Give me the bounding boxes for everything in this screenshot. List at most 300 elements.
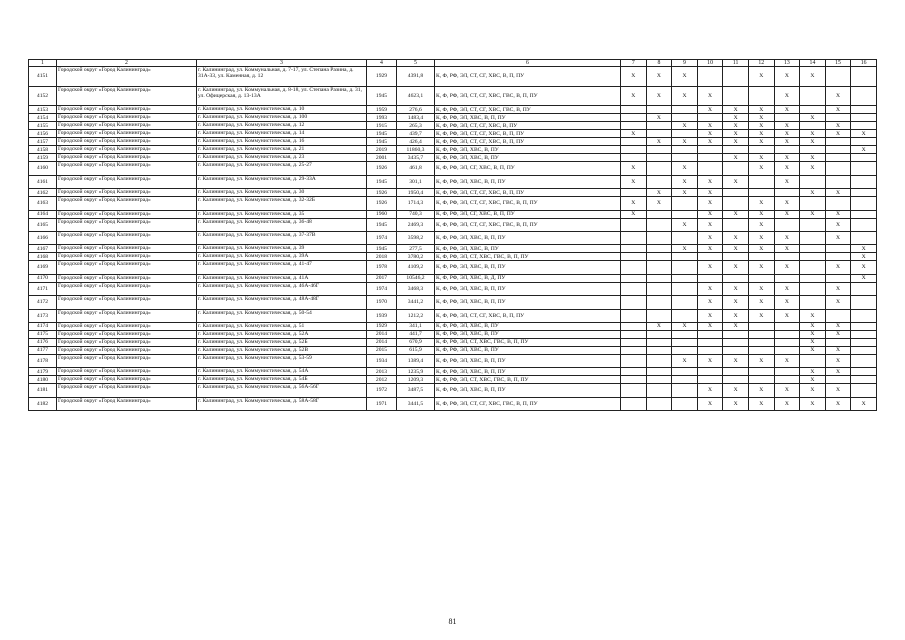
year-cell: 1929 (367, 67, 397, 87)
table-row (29, 346, 877, 354)
mark-cell: X (825, 231, 851, 244)
mark-cell: X (697, 261, 723, 274)
mark-cell (825, 245, 851, 253)
mark-cell: X (851, 274, 877, 282)
mark-cell: X (800, 322, 826, 330)
row-number: 4171 (29, 282, 57, 295)
mark-cell (646, 282, 672, 295)
mark-cell: X (748, 218, 774, 231)
area-cell: 2469,3 (397, 218, 435, 231)
year-cell: 1972 (367, 384, 397, 397)
mark-cell (646, 154, 672, 162)
works-cell: К, Ф, РФ, ЭЛ, СТ, СГ, ХВС, В, П, ПУ (435, 189, 621, 197)
mark-cell: X (825, 296, 851, 309)
mark-cell (672, 261, 698, 274)
mark-cell (800, 245, 826, 253)
mark-cell (646, 376, 672, 384)
year-cell: 1945 (367, 175, 397, 188)
mark-cell (825, 309, 851, 322)
mark-cell (646, 146, 672, 154)
mark-cell (851, 218, 877, 231)
address-cell: г. Калининград, ул. Коммунистическая, д. 100 (197, 114, 367, 122)
mark-cell (851, 368, 877, 376)
year-cell: 1945 (367, 245, 397, 253)
mark-cell (748, 376, 774, 384)
works-cell: К, Ф, РФ, ЭЛ, СТ, СГ, ХВС, В, ПУ (435, 122, 621, 130)
mark-cell: X (697, 189, 723, 197)
works-cell: К, Ф, РФ, ЭЛ, ХВС, В, ПУ (435, 146, 621, 154)
mark-cell (621, 282, 647, 295)
owner-cell: Городской округ «Город Калининград» (57, 309, 197, 322)
address-cell: г. Калининград, ул. Коммунистическая, д. 29-33А (197, 175, 367, 188)
owner-cell: Городской округ «Город Калининград» (57, 106, 197, 114)
row-number: 4161 (29, 175, 57, 188)
area-cell: 301,1 (397, 175, 435, 188)
mark-cell (672, 346, 698, 354)
header-cell: 6 (435, 60, 621, 67)
mark-cell (621, 346, 647, 354)
row-number: 4176 (29, 338, 57, 346)
header-cell: 14 (800, 60, 826, 67)
owner-cell: Городской округ «Город Калининград» (57, 210, 197, 218)
mark-cell (672, 130, 698, 138)
mark-cell (646, 175, 672, 188)
mark-cell (621, 106, 647, 114)
mark-cell: X (748, 384, 774, 397)
owner-cell: Городской округ «Город Калининград» (57, 130, 197, 138)
area-cell: 341,1 (397, 322, 435, 330)
mark-cell: X (800, 397, 826, 410)
row-number: 4173 (29, 309, 57, 322)
area-cell: 461,8 (397, 162, 435, 175)
mark-cell: X (825, 86, 851, 106)
mark-cell (672, 274, 698, 282)
mark-cell: X (672, 122, 698, 130)
mark-cell: X (851, 146, 877, 154)
year-cell: 1974 (367, 231, 397, 244)
mark-cell (800, 261, 826, 274)
address-cell: г. Калининград, ул. Коммунистическая, д. 37-37В (197, 231, 367, 244)
mark-cell: X (800, 138, 826, 146)
mark-cell: X (774, 210, 800, 218)
mark-cell: X (646, 197, 672, 210)
mark-cell (774, 218, 800, 231)
mark-cell (672, 146, 698, 154)
mark-cell (646, 368, 672, 376)
mark-cell: X (748, 138, 774, 146)
mark-cell: X (851, 397, 877, 410)
mark-cell (646, 122, 672, 130)
mark-cell (851, 197, 877, 210)
mark-cell: X (621, 130, 647, 138)
mark-cell (697, 154, 723, 162)
header-cell: 11 (723, 60, 749, 67)
year-cell: 1945 (367, 138, 397, 146)
works-cell: К, Ф, РФ, ЭЛ, ХВС, В, ПУ (435, 154, 621, 162)
mark-cell: X (800, 154, 826, 162)
mark-cell: X (697, 122, 723, 130)
mark-cell: X (723, 309, 749, 322)
address-cell: г. Калининград, ул. Коммунистическая, д. 53-59 (197, 354, 367, 367)
mark-cell (621, 384, 647, 397)
mark-cell (774, 114, 800, 122)
mark-cell (800, 175, 826, 188)
works-cell: К, Ф, РФ, ЭЛ, СТ, СГ, ХВС, В, П, ПУ (435, 67, 621, 87)
owner-cell: Городской округ «Город Калининград» (57, 368, 197, 376)
mark-cell: X (697, 354, 723, 367)
mark-cell (621, 309, 647, 322)
mark-cell (851, 210, 877, 218)
mark-cell: X (723, 354, 749, 367)
works-cell: К, Ф, РФ, ЭЛ, ХВС, В, П, ПУ (435, 175, 621, 188)
header-cell: 10 (697, 60, 723, 67)
mark-cell (672, 397, 698, 410)
mark-cell: X (621, 175, 647, 188)
area-cell: 1483,4 (397, 114, 435, 122)
row-number: 4167 (29, 245, 57, 253)
header-cell: 12 (748, 60, 774, 67)
address-cell: г. Калининград, ул. Коммунистическая, д. 41-47 (197, 261, 367, 274)
mark-cell (672, 296, 698, 309)
works-cell: К, Ф, РФ, ЭЛ, СГ, ХВС, В, П, ПУ (435, 162, 621, 175)
year-cell: 1971 (367, 397, 397, 410)
owner-cell: Городской округ «Город Калининград» (57, 162, 197, 175)
mark-cell: X (825, 189, 851, 197)
works-cell: К, Ф, РФ, ЭЛ, ХВС, В, П, ПУ (435, 231, 621, 244)
address-cell: г. Калининград, ул. Коммунистическая, д. 51 (197, 322, 367, 330)
mark-cell: X (621, 162, 647, 175)
works-cell: К, Ф, РФ, ЭЛ, ХВС, В, ПУ (435, 330, 621, 338)
page-number: 81 (448, 617, 457, 626)
mark-cell: X (697, 296, 723, 309)
area-cell: 11860,3 (397, 146, 435, 154)
mark-cell (697, 114, 723, 122)
mark-cell: X (672, 189, 698, 197)
mark-cell: X (774, 122, 800, 130)
mark-cell: X (825, 346, 851, 354)
mark-cell (723, 86, 749, 106)
table-row (29, 210, 877, 218)
works-cell: К, Ф, РФ, ЭЛ, СТ, СГ, ХВС, ГВС, В, ПУ (435, 106, 621, 114)
header-cell: 4 (367, 60, 397, 67)
mark-cell: X (825, 330, 851, 338)
mark-cell (748, 175, 774, 188)
mark-cell: X (800, 338, 826, 346)
owner-cell: Городской округ «Город Калининград» (57, 154, 197, 162)
address-cell: г. Калининград, ул. Коммунистическая, д. 52В (197, 346, 367, 354)
mark-cell (621, 261, 647, 274)
area-cell: 1235,9 (397, 368, 435, 376)
table-row (29, 368, 877, 376)
table-row (29, 245, 877, 253)
address-cell: г. Калининград, ул. Коммунистическая, д. 10 (197, 106, 367, 114)
mark-cell (697, 253, 723, 261)
area-cell: 276,6 (397, 106, 435, 114)
works-cell: К, Ф, РФ, ЭЛ, ХВС, В, П, ПУ (435, 296, 621, 309)
row-number: 4163 (29, 197, 57, 210)
mark-cell: X (774, 130, 800, 138)
mark-cell: X (672, 138, 698, 146)
address-cell: г. Калининград, ул. Коммунистическая, д. 12 (197, 122, 367, 130)
row-number: 4170 (29, 274, 57, 282)
mark-cell: X (723, 122, 749, 130)
mark-cell (621, 154, 647, 162)
table-row (29, 322, 877, 330)
mark-cell (672, 210, 698, 218)
mark-cell (697, 67, 723, 87)
mark-cell (825, 114, 851, 122)
mark-cell (825, 197, 851, 210)
mark-cell: X (800, 346, 826, 354)
mark-cell: X (723, 397, 749, 410)
mark-cell: X (825, 130, 851, 138)
mark-cell (851, 86, 877, 106)
mark-cell (825, 376, 851, 384)
mark-cell (723, 189, 749, 197)
row-number: 4153 (29, 106, 57, 114)
mark-cell: X (748, 122, 774, 130)
works-cell: К, Ф, РФ, ЭЛ, ХВС, В, ПУ (435, 322, 621, 330)
mark-cell (621, 397, 647, 410)
works-cell: К, Ф, РФ, ЭЛ, ХВС, В, ПУ (435, 346, 621, 354)
row-number: 4179 (29, 368, 57, 376)
mark-cell (697, 162, 723, 175)
mark-cell: X (697, 384, 723, 397)
owner-cell: Городской округ «Город Калининград» (57, 376, 197, 384)
mark-cell (800, 146, 826, 154)
row-number: 4172 (29, 296, 57, 309)
mark-cell (825, 274, 851, 282)
mark-cell (723, 346, 749, 354)
mark-cell (621, 146, 647, 154)
mark-cell: X (825, 210, 851, 218)
area-cell: 3598,2 (397, 231, 435, 244)
mark-cell: X (774, 354, 800, 367)
mark-cell (851, 162, 877, 175)
owner-cell: Городской округ «Город Калининград» (57, 282, 197, 295)
mark-cell: X (800, 384, 826, 397)
mark-cell (621, 354, 647, 367)
area-cell: 3435,7 (397, 154, 435, 162)
mark-cell (800, 231, 826, 244)
mark-cell: X (825, 322, 851, 330)
mark-cell (646, 231, 672, 244)
address-cell: г. Калининград, ул. Коммунистическая, д. 36-48 (197, 218, 367, 231)
owner-cell: Городской округ «Город Калининград» (57, 138, 197, 146)
mark-cell: X (774, 384, 800, 397)
works-cell: К, Ф, РФ, ЭЛ, СТ, ХВС, ГВС, В, П, ПУ (435, 253, 621, 261)
mark-cell: X (723, 322, 749, 330)
mark-cell (646, 274, 672, 282)
table-row (29, 154, 877, 162)
mark-cell (672, 376, 698, 384)
area-cell: 1950,4 (397, 189, 435, 197)
mark-cell (748, 338, 774, 346)
mark-cell: X (723, 138, 749, 146)
mark-cell: X (774, 397, 800, 410)
mark-cell: X (748, 296, 774, 309)
mark-cell (748, 146, 774, 154)
mark-cell (672, 368, 698, 376)
mark-cell: X (723, 296, 749, 309)
mark-cell: X (672, 354, 698, 367)
table-row (29, 309, 877, 322)
mark-cell (646, 330, 672, 338)
owner-cell: Городской округ «Город Калининград» (57, 253, 197, 261)
mark-cell (825, 67, 851, 87)
mark-cell (621, 189, 647, 197)
mark-cell (774, 274, 800, 282)
mark-cell: X (697, 197, 723, 210)
address-cell: г. Калининград, ул. Коммунистическая, д. 25-27 (197, 162, 367, 175)
year-cell: 2019 (367, 146, 397, 154)
mark-cell: X (800, 376, 826, 384)
row-number: 4180 (29, 376, 57, 384)
owner-cell: Городской округ «Город Калининград» (57, 86, 197, 106)
works-cell: К, Ф, РФ, ЭЛ, СТ, СГ, ХВС, ГВС, В, П, ПУ (435, 197, 621, 210)
area-cell: 439,7 (397, 130, 435, 138)
mark-cell (723, 368, 749, 376)
year-cell: 2018 (367, 253, 397, 261)
owner-cell: Городской округ «Город Калининград» (57, 122, 197, 130)
mark-cell: X (672, 162, 698, 175)
mark-cell (800, 296, 826, 309)
mark-cell: X (646, 86, 672, 106)
mark-cell: X (774, 245, 800, 253)
address-cell: г. Калининград, ул. Коммунистическая, д. 58А-58Г (197, 397, 367, 410)
owner-cell: Городской округ «Город Калининград» (57, 274, 197, 282)
mark-cell: X (723, 114, 749, 122)
address-cell: г. Калининград, ул. Коммунистическая, д. 16 (197, 138, 367, 146)
mark-cell (800, 197, 826, 210)
address-cell: г. Калининград, ул. Коммунистическая, д. 54Б (197, 376, 367, 384)
table-row (29, 146, 877, 154)
address-cell: г. Калининград, ул. Коммунистическая, д. 30 (197, 189, 367, 197)
mark-cell: X (825, 397, 851, 410)
mark-cell: X (723, 245, 749, 253)
row-number: 4157 (29, 138, 57, 146)
mark-cell (800, 253, 826, 261)
owner-cell: Городской округ «Город Калининград» (57, 330, 197, 338)
mark-cell: X (774, 86, 800, 106)
works-cell: К, Ф, РФ, ЭЛ, СТ, СГ, ХВС, В, П, ПУ (435, 138, 621, 146)
row-number: 4158 (29, 146, 57, 154)
mark-cell: X (800, 210, 826, 218)
mark-cell (646, 130, 672, 138)
area-cell: 3441,5 (397, 397, 435, 410)
mark-cell (851, 154, 877, 162)
year-cell: 2012 (367, 376, 397, 384)
works-cell: К, Ф, РФ, ЭЛ, СТ, СГ, ХВС, ГВС, В, П, ПУ (435, 397, 621, 410)
mark-cell (723, 338, 749, 346)
owner-cell: Городской округ «Город Калининград» (57, 197, 197, 210)
address-cell: г. Калининград, ул. Коммунистическая, д. 21 (197, 146, 367, 154)
year-cell: 1993 (367, 114, 397, 122)
year-cell: 1926 (367, 189, 397, 197)
row-number: 4166 (29, 231, 57, 244)
mark-cell: X (621, 210, 647, 218)
row-number: 4177 (29, 346, 57, 354)
year-cell: 1939 (367, 309, 397, 322)
mark-cell (697, 274, 723, 282)
owner-cell: Городской округ «Город Калининград» (57, 261, 197, 274)
owner-cell: Городской округ «Город Калининград» (57, 322, 197, 330)
mark-cell: X (851, 130, 877, 138)
mark-cell (672, 330, 698, 338)
table-row (29, 162, 877, 175)
mark-cell (672, 106, 698, 114)
mark-cell: X (723, 175, 749, 188)
year-cell: 2014 (367, 338, 397, 346)
table-row (29, 282, 877, 295)
table-row (29, 86, 877, 106)
mark-cell: X (800, 130, 826, 138)
mark-cell: X (774, 67, 800, 87)
mark-cell (646, 245, 672, 253)
mark-cell (723, 67, 749, 87)
area-cell: 740,3 (397, 210, 435, 218)
table-row (29, 122, 877, 130)
mark-cell (851, 282, 877, 295)
mark-cell: X (774, 106, 800, 114)
mark-cell: X (697, 130, 723, 138)
mark-cell: X (800, 162, 826, 175)
works-cell: К, Ф, РФ, ЭЛ, СТ, СГ, ХВС, ГВС, В, П, ПУ (435, 86, 621, 106)
works-cell: К, Ф, РФ, ЭЛ, СТ, СГ, ХВС, В, П, ПУ (435, 309, 621, 322)
works-cell: К, Ф, РФ, ЭЛ, СТ, ХВС, ГВС, В, П, ПУ (435, 376, 621, 384)
address-cell: г. Калининград, ул. Коммунальная, д. 8-18, ул. Степана Разина, д. 31, ул. Офицерская, д. 13-13А (197, 86, 367, 106)
area-cell: 1389,4 (397, 354, 435, 367)
mark-cell (774, 253, 800, 261)
mark-cell (646, 210, 672, 218)
mark-cell: X (825, 261, 851, 274)
year-cell: 1945 (367, 218, 397, 231)
mark-cell (621, 376, 647, 384)
address-cell: г. Калининград, ул. Коммунистическая, д. 35 (197, 210, 367, 218)
mark-cell (825, 253, 851, 261)
mark-cell: X (800, 67, 826, 87)
table-row (29, 138, 877, 146)
mark-cell (697, 330, 723, 338)
mark-cell: X (825, 122, 851, 130)
mark-cell: X (697, 175, 723, 188)
mark-cell: X (697, 218, 723, 231)
year-cell: 2013 (367, 368, 397, 376)
mark-cell (825, 138, 851, 146)
mark-cell: X (774, 162, 800, 175)
year-cell: 2001 (367, 154, 397, 162)
mark-cell: X (748, 231, 774, 244)
owner-cell: Городской округ «Город Калининград» (57, 346, 197, 354)
mark-cell (672, 309, 698, 322)
mark-cell: X (723, 261, 749, 274)
year-cell: 1926 (367, 162, 397, 175)
year-cell: 2015 (367, 346, 397, 354)
area-cell: 441,7 (397, 330, 435, 338)
mark-cell (621, 296, 647, 309)
address-cell: г. Калининград, ул. Коммунистическая, д. 39А (197, 253, 367, 261)
table-row (29, 175, 877, 188)
mark-cell: X (697, 322, 723, 330)
year-cell: 1974 (367, 282, 397, 295)
mark-cell (825, 154, 851, 162)
mark-cell: X (748, 106, 774, 114)
works-cell: К, Ф, РФ, ЭЛ, ХВС, В, П, ПУ (435, 114, 621, 122)
mark-cell (825, 338, 851, 346)
owner-cell: Городской округ «Город Калининград» (57, 354, 197, 367)
mark-cell: X (851, 261, 877, 274)
mark-cell (621, 114, 647, 122)
